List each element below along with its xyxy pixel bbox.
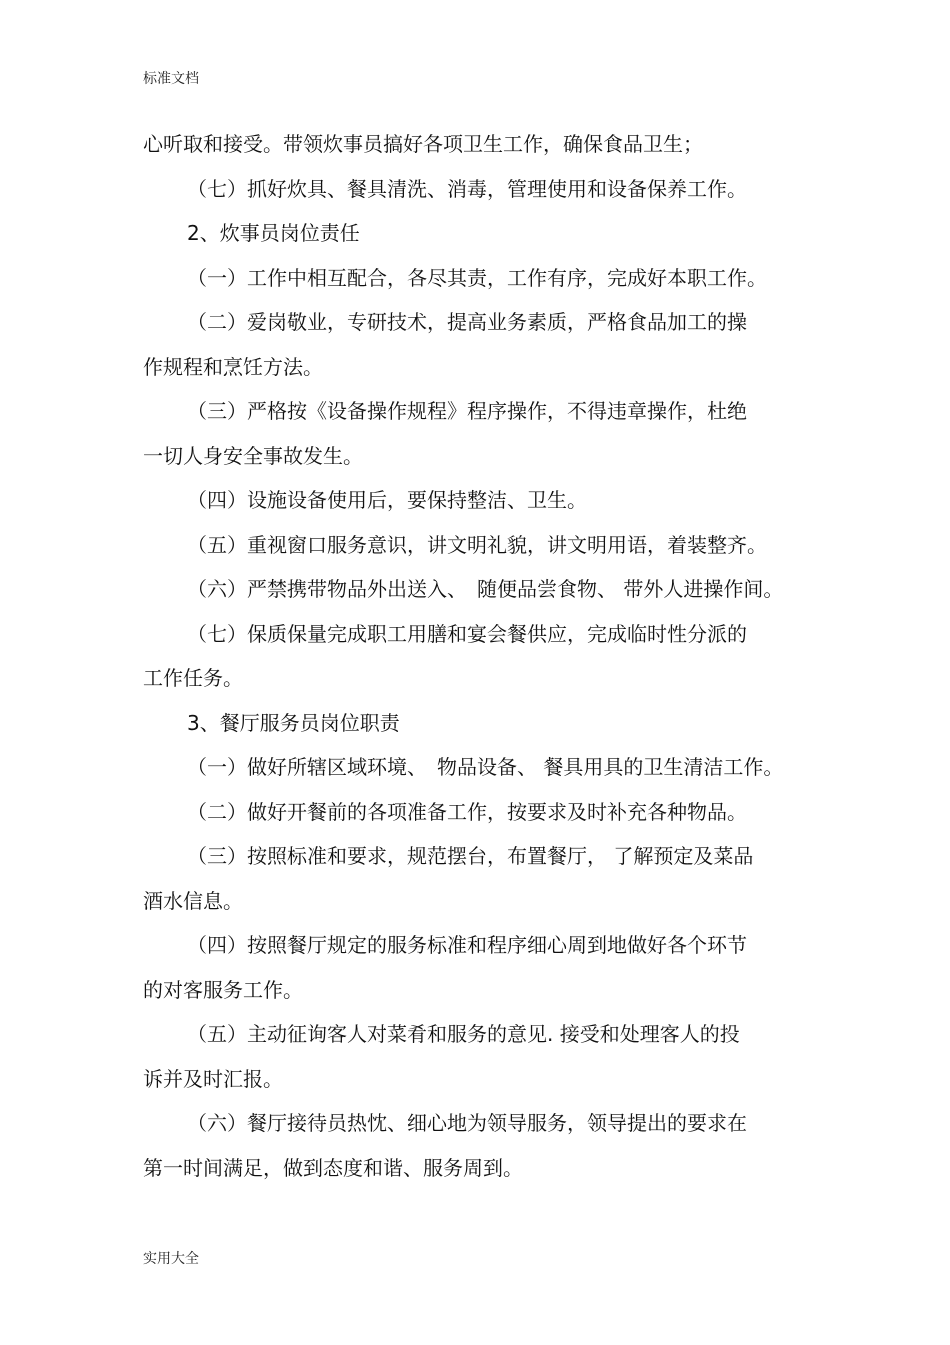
text-line: 诉并及时汇报。 [143,1066,283,1091]
text-line: （五）主动征询客人对菜肴和服务的意见. 接受和处理客人的投 [187,1022,740,1046]
text-line: 一切人身安全事故发生。 [143,443,363,468]
text-line: 作规程和烹饪方法。 [143,354,323,379]
text-line: 第一时间满足，做到态度和谐、服务周到。 [143,1155,523,1180]
section-heading: 3、餐厅服务员岗位职责 [187,710,400,735]
text-line: （六）餐厅接待员热忱、细心地为领导服务，领导提出的要求在 [187,1111,747,1135]
text-line: （三）按照标准和要求，规范摆台，布置餐厅， 了解预定及菜品 [187,844,754,868]
page-footer: 实用大全 [143,1251,199,1267]
document-body [143,128,823,1196]
text-line: （一）做好所辖区域环境、 物品设备、 餐具用具的卫生清洁工作。 [187,755,784,779]
text-line: （五）重视窗口服务意识，讲文明礼貌，讲文明用语，着装整齐。 [187,532,767,557]
page-header: 标准文档 [143,71,199,87]
section-heading: 2、炊事员岗位责任 [187,221,360,245]
text-line: （二）爱岗敬业，专研技术，提高业务素质，严格食品加工的操 [187,310,747,334]
text-line: 酒水信息。 [143,888,243,913]
text-line: （四）设施设备使用后，要保持整洁、卫生。 [187,488,587,512]
text-line: （七）抓好炊具、餐具清洗、消毒，管理使用和设备保养工作。 [187,176,747,201]
text-line: 的对客服务工作。 [143,977,303,1002]
text-line: （七）保质保量完成职工用膳和宴会餐供应，完成临时性分派的 [187,621,747,646]
text-line: （四）按照餐厅规定的服务标准和程序细心周到地做好各个环节 [187,933,747,957]
text-line: 心听取和接受。带领炊事员搞好各项卫生工作，确保食品卫生； [143,132,703,156]
text-line: （二）做好开餐前的各项准备工作，按要求及时补充各种物品。 [187,799,747,824]
text-line: （一）工作中相互配合，各尽其责，工作有序，完成好本职工作。 [187,265,767,290]
text-line: （六）严禁携带物品外出送入、 随便品尝食物、 带外人进操作间。 [187,577,784,601]
text-line: 工作任务。 [143,666,243,690]
text-line: （三）严格按《设备操作规程》程序操作，不得违章操作，杜绝 [187,399,747,423]
